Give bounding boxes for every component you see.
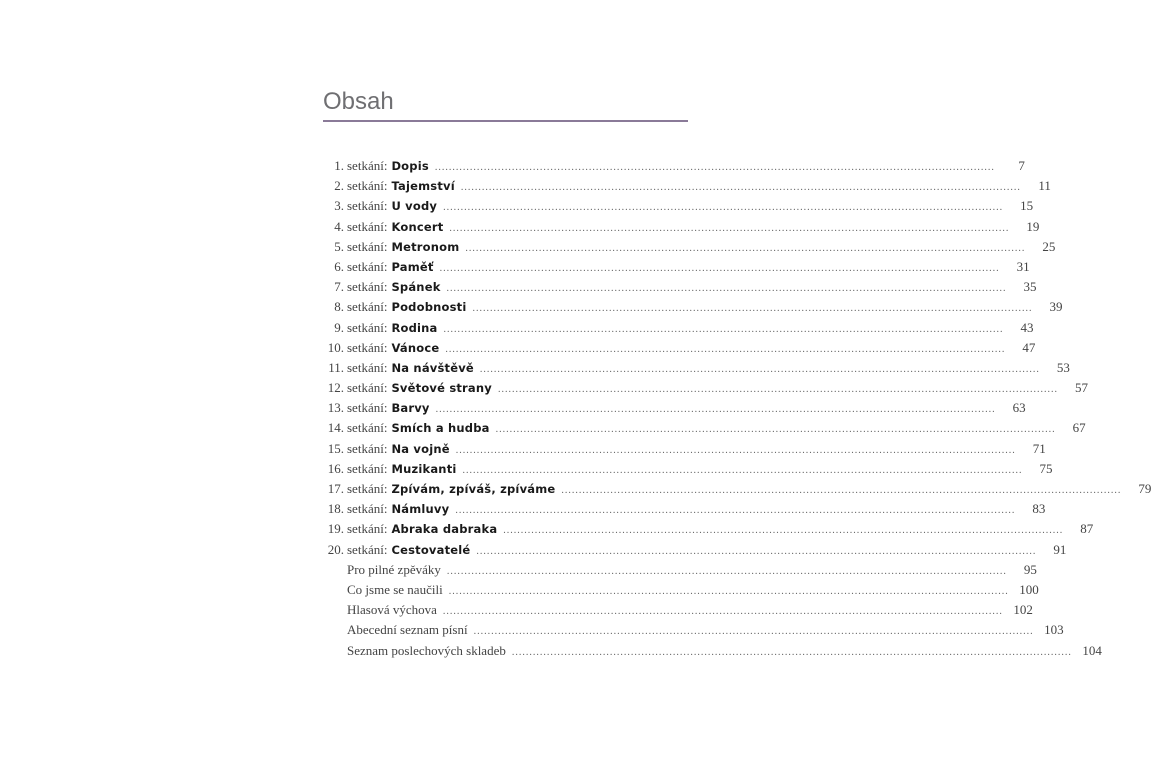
entry-title: Smích a hudba: [391, 421, 490, 436]
entry-title: Abecední seznam písní: [347, 622, 468, 638]
dot-leader: ................................................................................................................................................................: [439, 262, 1000, 274]
toc-entry: [310, 398, 1026, 418]
toc-entry: [310, 338, 1036, 358]
entry-title: Námluvy: [391, 502, 450, 517]
dot-leader: ................................................................................................................................................................: [446, 283, 1007, 295]
entry-page-number: 11: [1038, 178, 1051, 194]
entry-prefix: setkání:: [347, 339, 388, 355]
entry-title: Co jsme se naučili: [347, 581, 443, 597]
entry-number: 1.: [334, 158, 344, 173]
entry-number: 3.: [334, 198, 344, 214]
dot-leader: ................................................................................................................................................................: [449, 222, 1010, 234]
entry-number: 9.: [334, 319, 344, 335]
entry-number: 4.: [334, 218, 344, 234]
entry-prefix: setkání:: [347, 299, 388, 315]
entry-prefix: setkání:: [347, 158, 388, 173]
entry-number: 2.: [334, 178, 344, 194]
dot-leader: ................................................................................................................................................................: [476, 545, 1037, 557]
entry-title: Abraka dabraka: [391, 522, 498, 537]
entry-page-number: 63: [1012, 400, 1026, 416]
entry-prefix: setkání:: [347, 501, 388, 517]
toc-entry: [310, 156, 1025, 176]
toc-appendix-entry: [310, 600, 1033, 620]
entry-prefix: setkání:: [347, 359, 388, 375]
entry-number: 11.: [328, 359, 344, 375]
entry-number: 6.: [334, 258, 344, 274]
entry-number: 12.: [327, 380, 344, 396]
entry-title: Paměť: [391, 259, 434, 274]
entry-page-number: 43: [1020, 319, 1034, 335]
entry-prefix: setkání:: [347, 380, 388, 396]
toc-entry: [310, 257, 1030, 277]
entry-title: Vánoce: [391, 340, 440, 355]
entry-number: 10.: [327, 339, 344, 355]
entry-prefix: setkání:: [347, 198, 388, 214]
entry-title: Světové strany: [391, 381, 492, 396]
entry-prefix: setkání:: [347, 481, 388, 496]
entry-page-number: 83: [1032, 501, 1046, 517]
dot-leader: ................................................................................................................................................................: [445, 343, 1006, 355]
entry-page-number: 53: [1056, 359, 1070, 375]
entry-number: 8.: [334, 299, 344, 315]
entry-page-number: 79: [1138, 481, 1151, 496]
dot-leader: ................................................................................................................................................................: [455, 505, 1016, 517]
dot-leader: ................................................................................................................................................................: [446, 565, 1007, 577]
toc-entry: [310, 439, 1046, 459]
entry-number: 16.: [327, 460, 344, 476]
entry-prefix: setkání:: [347, 460, 388, 476]
entry-title: Spánek: [391, 280, 441, 295]
dot-leader: ................................................................................................................................................................: [443, 323, 1004, 335]
entry-prefix: setkání:: [347, 440, 388, 456]
dot-leader: ................................................................................................................................................................: [495, 424, 1056, 436]
toc-appendix-entry: [310, 580, 1039, 600]
table-of-contents: [310, 156, 1151, 661]
toc-entry: [310, 196, 1034, 216]
entry-title: Barvy: [391, 401, 430, 416]
entry-title: Koncert: [391, 219, 444, 234]
entry-page-number: 87: [1080, 521, 1094, 537]
entry-number: 7.: [334, 279, 344, 295]
entry-number: 20.: [327, 541, 344, 557]
entry-number: 5.: [334, 238, 344, 254]
entry-page-number: 100: [1019, 581, 1039, 597]
entry-prefix: setkání:: [347, 521, 388, 537]
dot-leader: ................................................................................................................................................................: [473, 626, 1034, 638]
entry-page-number: 91: [1053, 541, 1067, 557]
toc-appendix-entry: [310, 641, 1102, 661]
dot-leader: ................................................................................................................................................................: [434, 162, 995, 173]
entry-prefix: setkání:: [347, 541, 388, 557]
entry-title: Podobnosti: [391, 300, 467, 315]
toc-entry: [310, 459, 1053, 479]
entry-prefix: setkání:: [347, 178, 388, 194]
entry-prefix: setkání:: [347, 218, 388, 234]
toc-entry: [310, 378, 1088, 398]
entry-title: Muzikanti: [391, 461, 457, 476]
toc-entry: [310, 418, 1086, 438]
entry-page-number: 35: [1023, 279, 1037, 295]
dot-leader: ................................................................................................................................................................: [448, 585, 1009, 597]
entry-page-number: 39: [1049, 299, 1063, 315]
dot-leader: ................................................................................................................................................................: [479, 363, 1040, 375]
entry-title: Tajemství: [391, 179, 455, 194]
entry-number: 15.: [327, 440, 344, 456]
entry-page-number: 102: [1013, 602, 1033, 618]
toc-entry: [310, 318, 1034, 338]
dot-leader: ................................................................................................................................................................: [511, 646, 1072, 658]
toc-entry: [310, 176, 1051, 196]
toc-entry: [310, 519, 1094, 539]
entry-title: Hlasová výchova: [347, 602, 437, 618]
dot-leader: ................................................................................................................................................................: [561, 485, 1122, 496]
toc-appendix-entry: [310, 560, 1037, 580]
entry-title: Dopis: [391, 159, 429, 173]
entry-prefix: setkání:: [347, 279, 388, 295]
entry-title: Zpívám, zpíváš, zpíváme: [391, 482, 556, 496]
entry-number: 18.: [327, 501, 344, 517]
entry-page-number: 7: [1018, 158, 1025, 173]
toc-entry: [310, 217, 1040, 237]
entry-number: 13.: [327, 400, 344, 416]
toc-entry: [310, 358, 1070, 378]
toc-entry: [310, 237, 1056, 257]
entry-title: Na vojně: [391, 441, 450, 456]
dot-leader: ................................................................................................................................................................: [455, 444, 1016, 456]
entry-page-number: 71: [1032, 440, 1046, 456]
entry-prefix: setkání:: [347, 238, 388, 254]
toc-appendix-entry: [310, 620, 1064, 640]
entry-page-number: 67: [1072, 420, 1086, 436]
entry-page-number: 104: [1082, 642, 1102, 658]
entry-title: Na návštěvě: [391, 360, 474, 375]
entry-page-number: 103: [1044, 622, 1064, 638]
entry-title: Pro pilné zpěváky: [347, 561, 441, 577]
entry-prefix: setkání:: [347, 400, 388, 416]
dot-leader: ................................................................................................................................................................: [442, 606, 1003, 618]
entry-prefix: setkání:: [347, 319, 388, 335]
dot-leader: ................................................................................................................................................................: [472, 303, 1033, 315]
entry-page-number: 15: [1020, 198, 1034, 214]
entry-page-number: 47: [1022, 339, 1036, 355]
entry-title: Metronom: [391, 239, 460, 254]
dot-leader: ................................................................................................................................................................: [462, 464, 1023, 476]
page-title: Obsah: [323, 88, 394, 115]
dot-leader: ................................................................................................................................................................: [465, 242, 1026, 254]
entry-title: Cestovatelé: [391, 542, 471, 557]
entry-page-number: 31: [1016, 258, 1030, 274]
entry-number: 17.: [327, 481, 344, 496]
toc-entry: [310, 499, 1046, 519]
dot-leader: ................................................................................................................................................................: [460, 182, 1021, 194]
entry-page-number: 75: [1039, 460, 1053, 476]
entry-page-number: 95: [1023, 561, 1037, 577]
entry-title: U vody: [391, 199, 438, 214]
toc-entry: [310, 297, 1063, 317]
title-underline: [323, 120, 688, 122]
entry-number: 14.: [327, 420, 344, 436]
dot-leader: ................................................................................................................................................................: [443, 202, 1004, 214]
entry-page-number: 25: [1042, 238, 1056, 254]
toc-entry: [310, 540, 1067, 560]
toc-entry: [310, 479, 1151, 499]
toc-entry: [310, 277, 1037, 297]
entry-number: 19.: [327, 521, 344, 537]
dot-leader: ................................................................................................................................................................: [435, 404, 996, 416]
entry-page-number: 57: [1074, 380, 1088, 396]
dot-leader: ................................................................................................................................................................: [503, 525, 1064, 537]
entry-title: Rodina: [391, 320, 438, 335]
dot-leader: ................................................................................................................................................................: [497, 384, 1058, 396]
entry-prefix: setkání:: [347, 420, 388, 436]
entry-page-number: 19: [1026, 218, 1040, 234]
entry-title: Seznam poslechových skladeb: [347, 642, 506, 658]
entry-prefix: setkání:: [347, 258, 388, 274]
